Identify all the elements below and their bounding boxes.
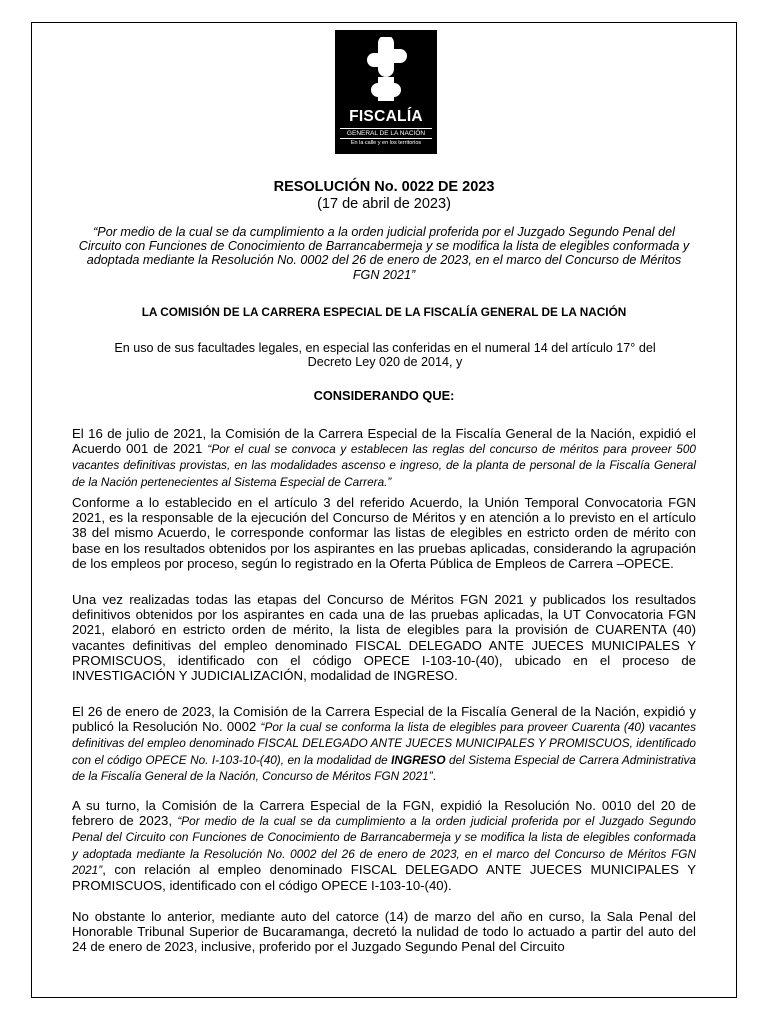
quoted-title: “Por el cual se convoca y establecen las reglas del concurso de méritos para proveer 500 vacantes definitivas provistas, en las modalidades ascenso e ingreso, de la planta de personal de la Fiscalía General de la Nación pertenecientes al Sistema Especial de Carrera.” bbox=[72, 442, 696, 489]
legal-powers: En uso de sus facultades legales, en especial las conferidas en el numeral 14 del artículo 17° del Decreto Ley 020 de 2014, y bbox=[114, 341, 656, 369]
logo-brand: FISCALÍA bbox=[349, 108, 423, 125]
quoted-title: “Por medio de la cual se da cumplimiento a la orden judicial proferida por el Juzgado Segundo Penal del Circuito con Funciones de Conocimiento de Barrancabermeja y se modifica la lista de elegibles conformada y adoptada mediante la Resolución No. 0002 del 26 de enero de 2023, en el marco del Concurso de Méritos FGN 2021” bbox=[72, 814, 696, 877]
logo-tagline: En la calle y en los territorios bbox=[350, 140, 422, 146]
commission-heading: LA COMISIÓN DE LA CARRERA ESPECIAL DE LA FISCALÍA GENERAL DE LA NACIÓN bbox=[141, 305, 627, 319]
logo-subtitle: GENERAL DE LA NACIÓN bbox=[340, 128, 432, 139]
paragraph-3: Una vez realizadas todas las etapas del Concurso de Méritos FGN 2021 y publicados los resultados definitivos obtenidos por los aspirantes en cada una de las pruebas aplicadas, la UT Convocatoria FGN 2021, elaboró en estricto orden de mérito, la lista de elegibles para la provisión de CUARENTA (40) vacantes definitivas del empleo denominado FISCAL DELEGADO ANTE JUECES MUNICIPALES Y PROMISCUOS, identificado con el código OPECE I-103-10-(40), ubicado en el proceso de INVESTIGACIÓN Y JUDICIALIZACIÓN, modalidad de INGRESO. bbox=[72, 592, 696, 684]
paragraph-5 bbox=[72, 798, 696, 893]
resolution-date: (17 de abril de 2023) bbox=[317, 196, 451, 212]
paragraph-end: , con relación al empleo denominado FISCAL DELEGADO ANTE JUECES MUNICIPALES Y PROMISCUOS, identificado con el código OPECE I-103-10-(40). bbox=[72, 861, 696, 894]
paragraph-text: El 16 de julio de 2021, la Comisión de la Carrera Especial de la Fiscalía General de la Nación, expidió el Acuerdo 001 de 2021 bbox=[72, 426, 696, 457]
paragraph-text: A su turno, la Comisión de la Carrera Especial de la FGN, expidió la Resolución No. 0010 del 20 de febrero de 2023, bbox=[72, 798, 696, 829]
fiscalia-logo bbox=[335, 30, 437, 154]
quoted-title-part: del Sistema Especial de Carrera Administrativa de la Fiscalía General de la Nación, Concurso de Méritos FGN 2021” bbox=[72, 752, 696, 783]
paragraph-2: Conforme a lo establecido en el artículo 3 del referido Acuerdo, la Unión Temporal Convocatoria FGN 2021, es la responsable de la ejecución del Concurso de Méritos y en atención a lo previsto en el artículo 38 del mismo Acuerdo, le corresponde conformar las listas de elegibles en estricto orden de mérito con base en los resultados obtenidos por los aspirantes en las pruebas aplicadas, considerando la agrupación de los empleos por proceso, según lo registrado en la Oferta Pública de Empleos de Carrera –OPECE. bbox=[72, 495, 696, 571]
resolution-title: RESOLUCIÓN No. 0022 DE 2023 bbox=[273, 179, 495, 195]
paragraph-1 bbox=[72, 426, 696, 490]
paragraph-text: El 26 de enero de 2023, la Comisión de la Carrera Especial de la Fiscalía General de la Nación, expidió y publicó la Resolución No. 0002 bbox=[72, 704, 696, 735]
paragraph-4 bbox=[72, 704, 696, 784]
paragraph-end: . bbox=[432, 767, 437, 783]
quoted-title-part: “Por la cual se conforma la lista de elegibles para proveer Cuarenta (40) vacantes definitivas del empleo denominado FISCAL DELEGADO ANTE JUECES MUNICIPALES Y PROMISCUOS, identificado con el código OPECE No. I-103-10-(40), en la modalidad de bbox=[72, 720, 696, 767]
puzzle-piece-icon bbox=[358, 37, 414, 105]
considerando-heading: CONSIDERANDO QUE: bbox=[313, 388, 455, 403]
quoted-title-bold: INGRESO bbox=[391, 752, 446, 767]
paragraph-6: No obstante lo anterior, mediante auto del catorce (14) de marzo del año en curso, la Sala Penal del Honorable Tribunal Superior de Bucaramanga, decretó la nulidad de todo lo actuado a partir del auto del 24 de enero de 2023, inclusive, proferido por el Juzgado Segundo Penal del Circuito bbox=[72, 909, 696, 955]
resolution-epigraph: “Por medio de la cual se da cumplimiento a la orden judicial proferida por el Juzgado Segundo Penal del Circuito con Funciones de Conocimiento de Barrancabermeja y se modifica la lista de elegibles conformada y adoptada mediante la Resolución No. 0002 del 26 de enero de 2023, en el marco del Concurso de Méritos FGN 2021” bbox=[78, 225, 690, 282]
